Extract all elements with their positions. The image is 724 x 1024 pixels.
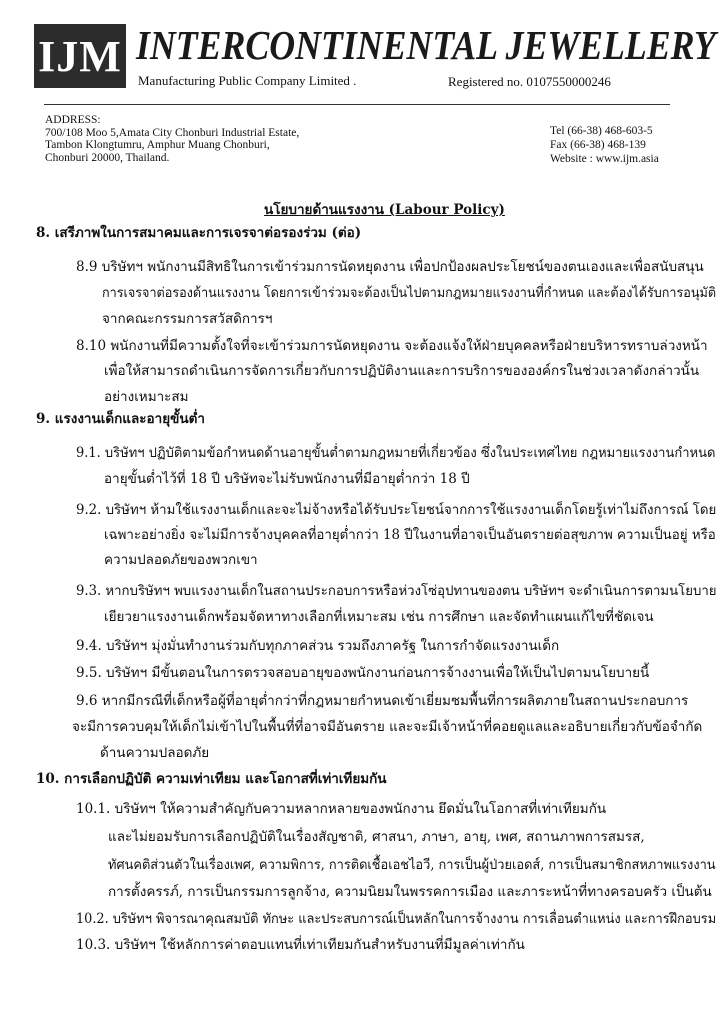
policy-line: ทัศนคติส่วนตัวในเรื่องเพศ, ความพิการ, การติดเชื้อเอชไอวี, การเป็นผู้ป่วยเอดส์, การเป็นสมาชิกสหภาพแรงงาน <box>108 857 716 873</box>
policy-line: 8.9 บริษัทฯ พนักงานมีสิทธิในการเข้าร่วมการนัดหยุดงาน เพื่อปกป้องผลประโยชน์ของตนเองและเพื่อสนับสนุน <box>76 259 704 275</box>
company-subtitle: Manufacturing Public Company Limited . <box>138 73 357 88</box>
policy-line: จะมีการควบคุมให้เด็กไม่เข้าไปในพื้นที่ที่อาจมีอันตราย และจะมีเจ้าหน้าที่คอยดูแลและอธิบายเกี่ยวกับข้อจำกัด <box>72 719 703 735</box>
policy-line: เฉพาะอย่างยิ่ง จะไม่มีการจ้างบุคคลที่อายุต่ำกว่า 18 ปีในงานที่อาจเป็นอันตรายต่อสุขภาพ ความเป็นอยู่ หรือ <box>104 527 716 543</box>
section-heading: 8. เสรีภาพในการสมาคมและการเจรจาต่อรองร่วม (ต่อ) <box>36 225 362 241</box>
policy-line: 8.10 พนักงานที่มีความตั้งใจที่จะเข้าร่วมการนัดหยุดงาน จะต้องแจ้งให้ฝ่ายบุคคลหรือฝ่ายบริหารทราบล่วงหน้า <box>76 338 708 354</box>
address-line: 700/108 Moo 5,Amata City Chonburi Industrial Estate, <box>45 126 300 139</box>
policy-line: เยียวยาแรงงานเด็กพร้อมจัดหาทางเลือกที่เหมาะสม เช่น การศึกษา และจัดทำแผนแก้ไขที่ชัดเจน <box>104 609 654 625</box>
policy-line: จากคณะกรรมการสวัสดิการฯ <box>102 311 273 327</box>
policy-line: 9.4. บริษัทฯ มุ่งมั่นทำงานร่วมกับทุกภาคส่วน รวมถึงภาครัฐ ในการกำจัดแรงงานเด็ก <box>76 638 560 654</box>
policy-title: นโยบายด้านแรงงาน (Labour Policy) <box>264 202 505 218</box>
policy-line: เพื่อให้สามารถดำเนินการจัดการเกี่ยวกับการปฏิบัติงานและการบริการขององค์กรในช่วงเวลาดังกล่าวนั้น <box>104 363 700 379</box>
policy-line: การเจรจาต่อรองด้านแรงงาน โดยการเข้าร่วมจะต้องเป็นไปตามกฎหมายแรงงานที่กำหนด และต้องได้รับการอนุมัติ <box>102 285 717 301</box>
contact-block <box>550 124 659 166</box>
address-block <box>45 114 299 164</box>
registration-number: Registered no. 0107550000246 <box>448 74 611 89</box>
policy-line: 10.2. บริษัทฯ พิจารณาคุณสมบัติ ทักษะ และประสบการณ์เป็นหลักในการจ้างงาน การเลื่อนตำแหน่ง และการฝึกอบรม <box>76 911 717 927</box>
policy-line: 9.6 หากมีกรณีที่เด็กหรือผู้ที่อายุต่ำกว่าที่กฎหมายกำหนดเข้าเยี่ยมชมพื้นที่การผลิตภายในสถานประกอบการ <box>76 693 689 709</box>
company-logo: IJM <box>34 24 126 88</box>
website: Website : www.ijm.asia <box>550 153 659 165</box>
policy-line: อย่างเหมาะสม <box>104 389 189 405</box>
policy-line: ความปลอดภัยของพวกเขา <box>104 552 258 568</box>
policy-line: 9.2. บริษัทฯ ห้ามใช้แรงงานเด็กและจะไม่จ้างหรือได้รับประโยชน์จากการใช้แรงงานเด็กโดยรู้เท่าไม่ถึงการณ์ โดย <box>76 502 717 518</box>
address-label: ADDRESS: <box>45 114 101 126</box>
company-name: INTERCONTINENTAL JEWELLERY <box>136 22 716 68</box>
policy-line: 10.1. บริษัทฯ ให้ความสำคัญกับความหลากหลายของพนักงาน ยึดมั่นในโอกาสที่เท่าเทียมกัน <box>76 801 607 817</box>
policy-line: 10.3. บริษัทฯ ใช้หลักการค่าตอบแทนที่เท่าเทียมกันสำหรับงานที่มีมูลค่าเท่ากัน <box>76 937 525 953</box>
telephone: Tel (66-38) 468-603-5 <box>550 125 653 137</box>
policy-line: 9.3. หากบริษัทฯ พบแรงงานเด็กในสถานประกอบการหรือห่วงโซ่อุปทานของตน บริษัทฯ จะดำเนินการตามนโยบาย <box>76 583 717 599</box>
policy-line: 9.5. บริษัทฯ มีขั้นตอนในการตรวจสอบอายุของพนักงานก่อนการจ้างงานเพื่อให้เป็นไปตามนโยบายนี้ <box>76 665 650 681</box>
policy-line: และไม่ยอมรับการเลือกปฏิบัติในเรื่องสัญชาติ, ศาสนา, ภาษา, อายุ, เพศ, สถานภาพการสมรส, <box>108 829 645 845</box>
policy-line: 9.1. บริษัทฯ ปฏิบัติตามข้อกำหนดด้านอายุขั้นต่ำตามกฎหมายที่เกี่ยวข้อง ซึ่งในประเทศไทย กฎหมายแรงงานกำหนด <box>76 445 716 461</box>
address-line: Tambon Klongtumru, Amphur Muang Chonburi, <box>45 139 270 151</box>
policy-line: การตั้งครรภ์, การเป็นกรรมการลูกจ้าง, ความนิยมในพรรคการเมือง และภาระหน้าที่ทางครอบครัว เป็นต้น <box>108 884 712 900</box>
fax: Fax (66-38) 468-139 <box>550 139 646 151</box>
address-line: Chonburi 20000, Thailand. <box>45 151 170 164</box>
policy-line: ด้านความปลอดภัย <box>100 745 210 761</box>
section-heading: 10. การเลือกปฏิบัติ ความเท่าเทียม และโอกาสที่เท่าเทียมกัน <box>36 771 387 787</box>
section-heading: 9. แรงงานเด็กและอายุขั้นต่ำ <box>36 411 205 427</box>
policy-line: อายุขั้นต่ำไว้ที่ 18 ปี บริษัทจะไม่รับพนักงานที่มีอายุต่ำกว่า 18 ปี <box>104 471 470 487</box>
header-divider <box>44 104 670 105</box>
